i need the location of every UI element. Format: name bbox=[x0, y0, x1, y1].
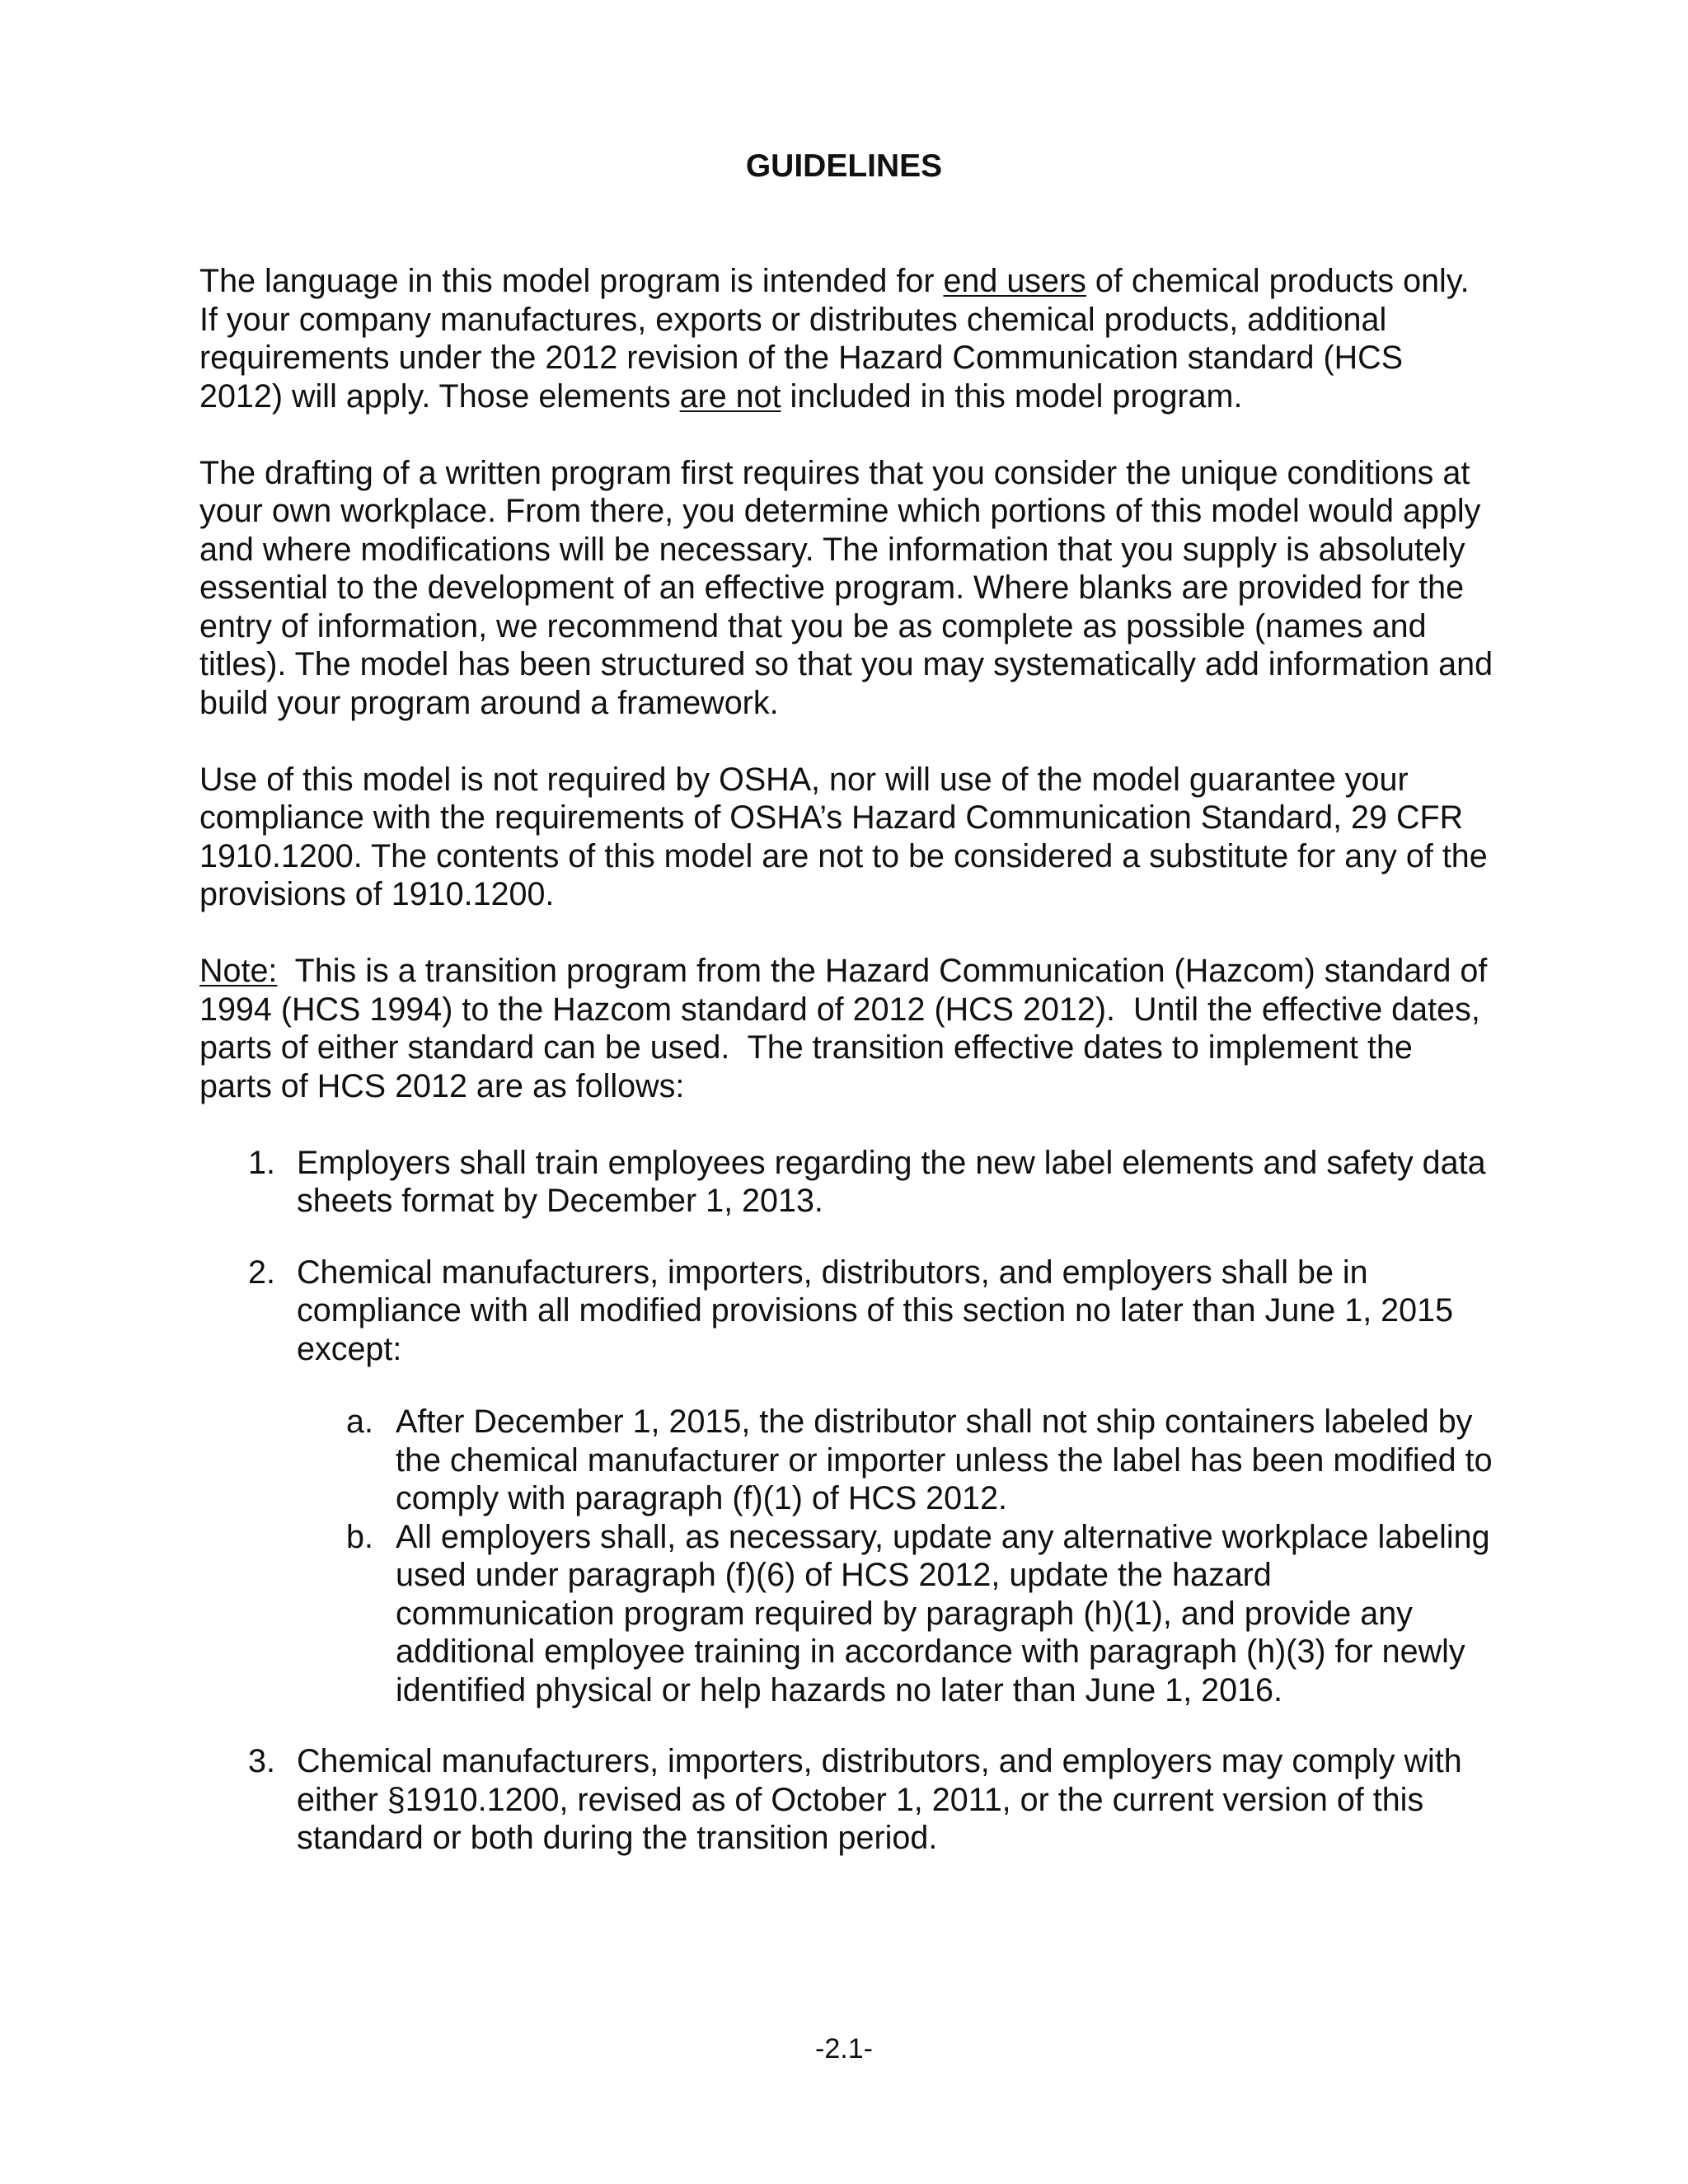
note-label: Note: bbox=[199, 953, 278, 989]
sublist-item-text: After December 1, 2015, the distributor shall not ship containers labeled by the chemical manufacturer or importer unless the label has been modified to comply with paragraph (f)(1) of HCS 2012. bbox=[396, 1404, 1493, 1516]
sublist-marker: b. bbox=[346, 1518, 373, 1555]
underlined-end-users: end users bbox=[943, 263, 1086, 299]
exceptions-sublist bbox=[297, 1403, 1493, 1709]
paragraph-text: The language in this model program is intended for bbox=[199, 263, 944, 299]
list-marker: 3. bbox=[248, 1743, 275, 1779]
list-item-text: Chemical manufacturers, importers, distributors, and employers shall be in compliance with all modified provisions of this section no later than June 1, 2015 except: bbox=[297, 1254, 1454, 1367]
paragraph-drafting: The drafting of a written program first requires that you consider the unique conditions at your own workplace. From there, you determine which portions of this model would apply and where modifications will be necessary. The information that you supply is absolutely essential to the development of an effective program. Where blanks are provided for the entry of information, we recommend that you be as complete as possible (names and titles). The model has been structured so that you may systematically add information and build your program around a framework. bbox=[199, 454, 1493, 721]
underlined-are-not: are not bbox=[679, 377, 781, 415]
sublist-item bbox=[297, 1403, 1493, 1518]
list-item bbox=[199, 1742, 1493, 1858]
list-item-text: Employers shall train employees regarding the new label elements and safety data sheets format by December 1, 2013. bbox=[297, 1144, 1486, 1219]
page-title: GUIDELINES bbox=[745, 148, 943, 184]
sublist-item-text: All employers shall, as necessary, update any alternative workplace labeling used under paragraph (f)(6) of HCS 2012, update the hazard communication program required by paragraph (h)(1), and provide any additional employee training in accordance with paragraph (h)(3) for newly identified physical or help hazards no later than June 1, 2016. bbox=[396, 1518, 1490, 1708]
list-marker: 1. bbox=[248, 1144, 275, 1181]
list-item-text: Chemical manufacturers, importers, distributors, and employers may comply with either §1910.1200, revised as of October 1, 2011, or the current version of this standard or both during the transition period. bbox=[297, 1743, 1462, 1856]
note-text: This is a transition program from the Hazard Communication (Hazcom) standard of 1994 (HCS 1994) to the Hazcom standard of 2012 (HCS 2012). Until the effective dates, parts of either standard can be used. The transition effective dates to implement the parts of HCS 2012 are as follows: bbox=[199, 953, 1497, 1104]
list-item bbox=[199, 1144, 1493, 1221]
paragraph-text: included in this model program. bbox=[781, 377, 1243, 415]
page-number: -2.1- bbox=[815, 2033, 873, 2064]
paragraph-note bbox=[199, 952, 1497, 1105]
document-body bbox=[199, 262, 1497, 1891]
sublist-marker: a. bbox=[346, 1404, 373, 1440]
paragraph-intended-users bbox=[199, 262, 1493, 415]
list-marker: 2. bbox=[248, 1254, 275, 1291]
transition-dates-list bbox=[199, 1144, 1493, 1858]
sublist-item bbox=[297, 1518, 1493, 1710]
list-item bbox=[199, 1254, 1493, 1710]
paragraph-osha-disclaimer: Use of this model is not required by OSHA, nor will use of the model guarantee your compliance with the requirements of OSHA’s Hazard Communication Standard, 29 CFR 1910.1200. The contents of this model are not to be considered a substitute for any of the provisions of 1910.1200. bbox=[199, 761, 1488, 912]
paragraph-text: of chemical products only. If your company manufactures, exports or distributes chemical products, additional requirements under the 2012 revision of the Hazard Communication standard (HCS 2012) will apply. Those elements bbox=[199, 263, 1470, 415]
